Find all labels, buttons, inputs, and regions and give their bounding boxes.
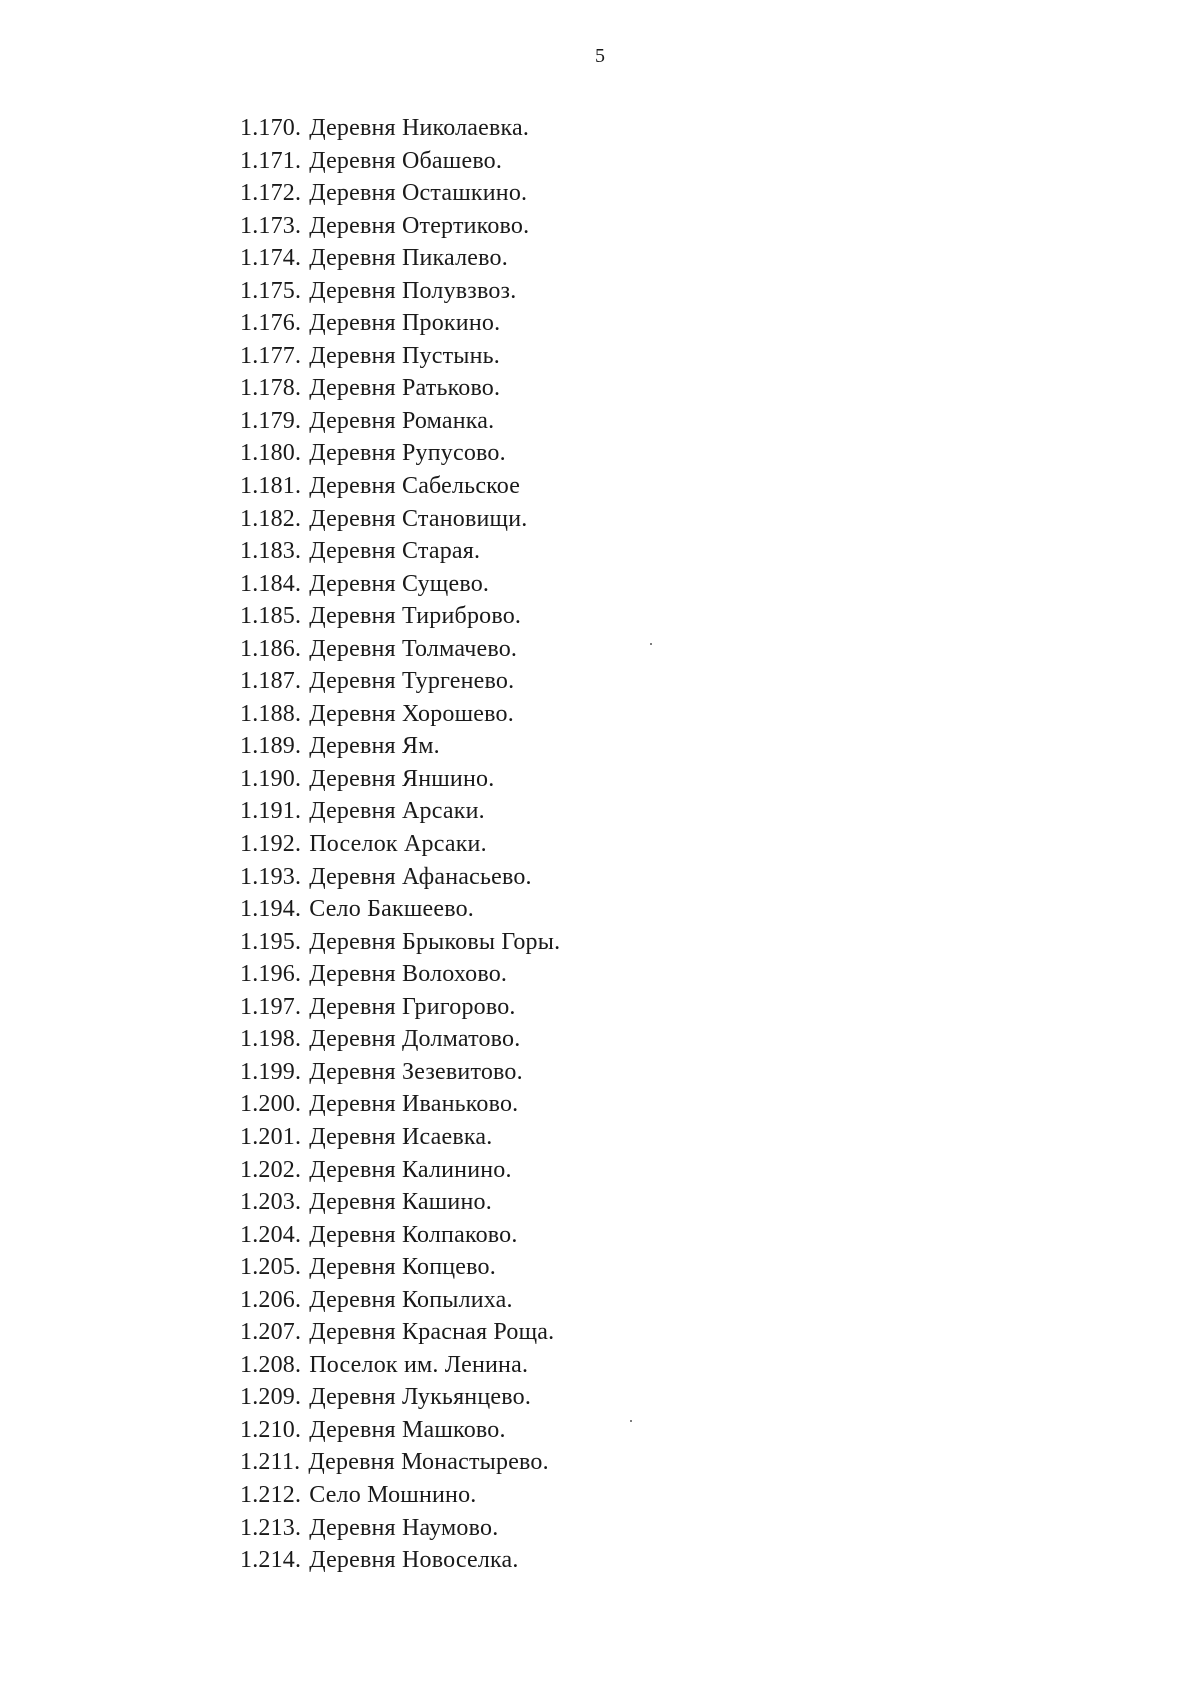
list-item-text: Деревня Колпаково. bbox=[309, 1221, 518, 1248]
list-item-number: 1.209. bbox=[240, 1384, 302, 1411]
list-item-text: Поселок Арсаки. bbox=[309, 831, 487, 858]
list-item-text: Деревня Николаевка. bbox=[309, 115, 530, 141]
list-item-text: Деревня Копцево. bbox=[309, 1254, 496, 1281]
list-item-number: 1.204. bbox=[240, 1221, 302, 1248]
list-item-text: Деревня Арсаки. bbox=[309, 798, 485, 825]
list-item bbox=[240, 568, 560, 601]
list-item-text: Деревня Рупусово. bbox=[309, 440, 506, 467]
list-item-number: 1.173. bbox=[240, 212, 302, 239]
list-item bbox=[240, 145, 560, 178]
list-item bbox=[240, 535, 560, 568]
list-item bbox=[240, 1088, 560, 1121]
list-item bbox=[240, 503, 560, 536]
list-item-number: 1.178. bbox=[240, 375, 302, 402]
list-item-number: 1.196. bbox=[240, 961, 302, 988]
list-item-number: 1.199. bbox=[240, 1058, 302, 1085]
list-item bbox=[240, 958, 560, 991]
list-item-number: 1.194. bbox=[240, 896, 302, 923]
list-item-text: Деревня Ям. bbox=[309, 733, 440, 760]
list-item-text: Деревня Яншино. bbox=[309, 765, 495, 792]
list-item-text: Деревня Отертиково. bbox=[309, 212, 530, 239]
list-item-number: 1.170. bbox=[240, 115, 302, 141]
page-number: 5 bbox=[595, 45, 605, 67]
list-item-text: Деревня Кашино. bbox=[309, 1189, 492, 1216]
list-item bbox=[240, 665, 560, 698]
list-item bbox=[240, 405, 560, 438]
list-item-text: Деревня Тургенево. bbox=[309, 668, 515, 695]
list-item-number: 1.210. bbox=[240, 1416, 302, 1443]
list-item bbox=[240, 437, 560, 470]
list-item-text: Деревня Ратьково. bbox=[309, 375, 501, 402]
list-item bbox=[240, 112, 560, 145]
list-item bbox=[240, 1414, 560, 1447]
list-item-number: 1.202. bbox=[240, 1156, 302, 1183]
list-item bbox=[240, 600, 560, 633]
list-item-text: Деревня Хорошево. bbox=[309, 700, 514, 727]
list-item-text: Деревня Калинино. bbox=[309, 1156, 512, 1183]
list-item-text: Деревня Тириброво. bbox=[309, 603, 522, 630]
list-item-number: 1.208. bbox=[240, 1351, 302, 1378]
list-item-number: 1.203. bbox=[240, 1189, 302, 1216]
list-item-number: 1.187. bbox=[240, 668, 302, 695]
list-item bbox=[240, 1349, 560, 1382]
list-item bbox=[240, 340, 560, 373]
list-item-number: 1.201. bbox=[240, 1123, 302, 1150]
list-item bbox=[240, 633, 560, 666]
list-item-text: Деревня Волохово. bbox=[309, 961, 508, 988]
list-item bbox=[240, 1544, 560, 1577]
list-item-number: 1.193. bbox=[240, 863, 302, 890]
list-item bbox=[240, 275, 560, 308]
list-item bbox=[240, 795, 560, 828]
list-item-number: 1.198. bbox=[240, 1026, 302, 1053]
list-item bbox=[240, 1219, 560, 1252]
list-item-number: 1.182. bbox=[240, 505, 302, 532]
list-item bbox=[240, 991, 560, 1024]
list-item-text: Село Мошнино. bbox=[309, 1481, 477, 1508]
list-item-text: Деревня Лукьянцево. bbox=[309, 1384, 532, 1411]
list-item-number: 1.179. bbox=[240, 407, 302, 434]
list-item-number: 1.185. bbox=[240, 603, 302, 630]
list-item-text: Деревня Обашево. bbox=[309, 147, 503, 174]
list-item bbox=[240, 372, 560, 405]
list-item bbox=[240, 1023, 560, 1056]
list-item bbox=[240, 828, 560, 861]
list-item-number: 1.213. bbox=[240, 1514, 302, 1541]
list-item bbox=[240, 307, 560, 340]
list-item-number: 1.181. bbox=[240, 473, 302, 500]
list-item-text: Деревня Становищи. bbox=[309, 505, 528, 532]
list-item bbox=[240, 763, 560, 796]
list-item-text: Поселок им. Ленина. bbox=[309, 1351, 529, 1378]
list-item-text: Деревня Пикалево. bbox=[309, 245, 508, 272]
scan-speck bbox=[630, 1420, 632, 1422]
list-item-number: 1.192. bbox=[240, 831, 302, 858]
list-item-text: Деревня Пустынь. bbox=[309, 342, 500, 369]
list-item-number: 1.214. bbox=[240, 1547, 302, 1574]
list-item-number: 1.200. bbox=[240, 1091, 302, 1118]
list-item-number: 1.206. bbox=[240, 1286, 302, 1313]
list-item-text: Деревня Иваньково. bbox=[309, 1091, 519, 1118]
list-item-text: Деревня Копылиха. bbox=[309, 1286, 513, 1313]
list-item-number: 1.197. bbox=[240, 993, 302, 1020]
list-item-number: 1.191. bbox=[240, 798, 302, 825]
list-item bbox=[240, 1316, 560, 1349]
list-item bbox=[240, 1154, 560, 1187]
list-item-number: 1.190. bbox=[240, 765, 302, 792]
list-item-text: Деревня Толмачево. bbox=[309, 635, 518, 662]
list-item-number: 1.174. bbox=[240, 245, 302, 272]
list-item bbox=[240, 1381, 560, 1414]
list-item-number: 1.171. bbox=[240, 147, 302, 174]
list-item bbox=[240, 1121, 560, 1154]
list-item bbox=[240, 1479, 560, 1512]
list-item-number: 1.176. bbox=[240, 310, 302, 337]
list-item bbox=[240, 730, 560, 763]
list-item bbox=[240, 1284, 560, 1317]
list-item-number: 1.186. bbox=[240, 635, 302, 662]
list-item-text: Деревня Брыковы Горы. bbox=[309, 928, 561, 955]
list-item-number: 1.195. bbox=[240, 928, 302, 955]
list-item-number: 1.189. bbox=[240, 733, 302, 760]
list-item-number: 1.207. bbox=[240, 1319, 302, 1346]
list-item-text: Деревня Красная Роща. bbox=[309, 1319, 555, 1346]
list-item-number: 1.188. bbox=[240, 700, 302, 727]
list-item-text: Деревня Полувзвоз. bbox=[309, 277, 517, 304]
list-item bbox=[240, 177, 560, 210]
list-item bbox=[240, 698, 560, 731]
list-item-number: 1.172. bbox=[240, 180, 302, 207]
list-item-text: Деревня Исаевка. bbox=[309, 1123, 493, 1150]
list-item-text: Деревня Новоселка. bbox=[309, 1547, 519, 1574]
list-item bbox=[240, 242, 560, 275]
list-item-text: Деревня Сабельское bbox=[309, 473, 521, 500]
list-item-text: Деревня Прокино. bbox=[309, 310, 501, 337]
list-item-text: Деревня Старая. bbox=[309, 538, 481, 565]
list-item bbox=[240, 1512, 560, 1545]
list-item-text: Деревня Монастырево. bbox=[308, 1449, 549, 1476]
list-item bbox=[240, 210, 560, 243]
list-item-number: 1.175. bbox=[240, 277, 302, 304]
list-item-text: Деревня Осташкино. bbox=[309, 180, 528, 207]
list-item-text: Деревня Долматово. bbox=[309, 1026, 521, 1053]
list-item bbox=[240, 893, 560, 926]
list-item-number: 1.212. bbox=[240, 1481, 302, 1508]
list-item bbox=[240, 470, 560, 503]
list-item-text: Деревня Афанасьево. bbox=[309, 863, 532, 890]
list-item bbox=[240, 1446, 560, 1479]
list-item-number: 1.183. bbox=[240, 538, 302, 565]
list-item-text: Деревня Зезевитово. bbox=[309, 1058, 523, 1085]
list-item-text: Деревня Романка. bbox=[309, 407, 495, 434]
list-item-text: Деревня Машково. bbox=[309, 1416, 506, 1443]
settlement-list bbox=[240, 112, 560, 1577]
list-item-text: Деревня Наумово. bbox=[309, 1514, 499, 1541]
list-item bbox=[240, 1186, 560, 1219]
list-item-number: 1.211. bbox=[240, 1449, 301, 1476]
list-item-number: 1.177. bbox=[240, 342, 302, 369]
list-item-number: 1.184. bbox=[240, 570, 302, 597]
list-item-text: Деревня Григорово. bbox=[309, 993, 516, 1020]
list-item bbox=[240, 926, 560, 959]
scan-speck bbox=[650, 643, 652, 645]
list-item bbox=[240, 1056, 560, 1089]
list-item-text: Деревня Сущево. bbox=[309, 570, 490, 597]
list-item-text: Село Бакшеево. bbox=[309, 896, 474, 923]
list-item bbox=[240, 1251, 560, 1284]
list-item-number: 1.180. bbox=[240, 440, 302, 467]
list-item-number: 1.205. bbox=[240, 1254, 302, 1281]
list-item bbox=[240, 861, 560, 894]
